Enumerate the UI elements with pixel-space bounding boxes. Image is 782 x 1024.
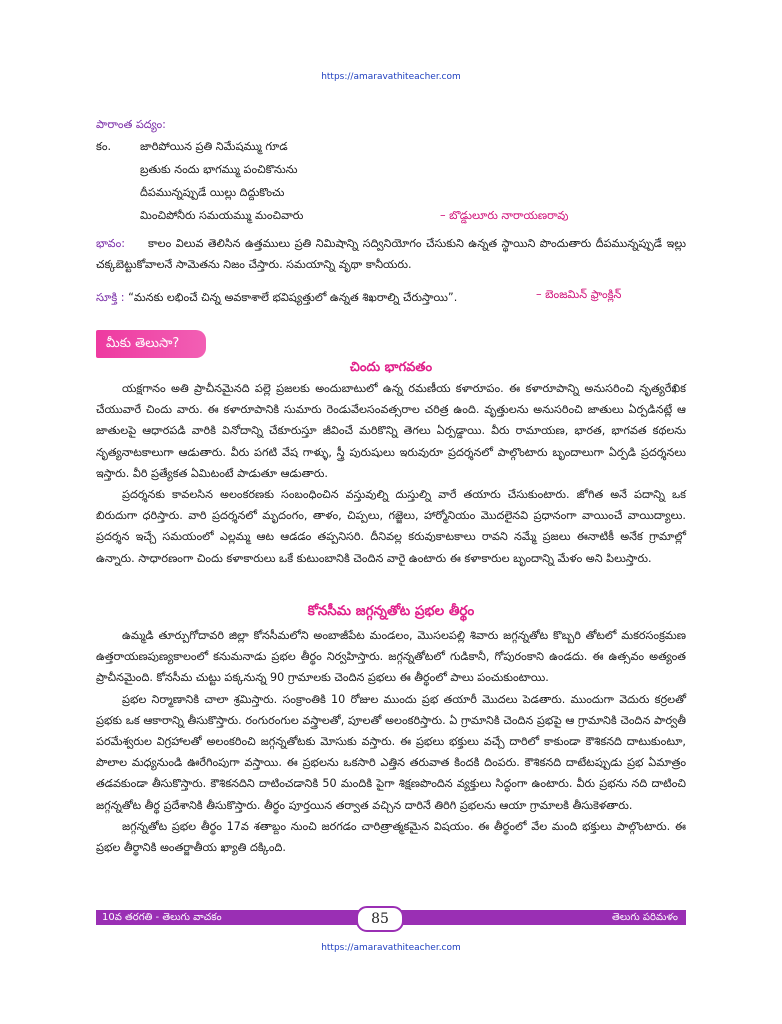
poem-prefix: కం. (96, 140, 112, 153)
poem-line-4: మించిపోనీరు సమయమ్ము మంచివారు (140, 209, 304, 222)
quote-label: సూక్తి : (96, 291, 125, 304)
site-url-top[interactable]: https://amaravathiteacher.com (321, 72, 461, 82)
footer-series-title: తెలుగు పరిమళం (612, 912, 678, 923)
site-url-bottom[interactable]: https://amaravathiteacher.com (321, 943, 461, 953)
meaning-text: కాలం విలువ తెలిసిన ఉత్తములు ప్రతి నిమిషాన్ని సద్వినియోగం చేసుకుని ఉన్నత స్థాయిని పొందుతారు దీపమున్నప్పుడే ఇల్లు చక్కబెట్టుకోవాలనే సామెతను నిజం చేస్తారు. సమయాన్ని వృథా కానీయరు. (96, 237, 687, 272)
section1-title: చిందు భాగవతం (349, 360, 433, 375)
meaning-block (96, 233, 686, 275)
poem-line-2: బ్రతుకు నందు భాగమ్ము పంచికొనును (140, 163, 298, 176)
section1-paragraph-1: యక్షగానం అతి ప్రాచీనమైనది పల్లె ప్రజలకు అందుబాటులో ఉన్న రమణీయ కళారూపం. ఈ కళారూపాన్ని అనుసరించి నృత్యరేఖిక చేయువారే చిందు వారు. ఈ కళారూపానికి సుమారు రెండువేలసంవత్సరాల చరిత్ర ఉంది. వృత్తులను అనుసరించి జాతులు ఏర్పడినట్లే ఆ జాతులపై ఆధారపడి వారికి వినోదాన్ని చేకూరుస్తూ జీవించే మరికొన్ని తెగలు ఏర్పడ్డాయి. వీరు రామాయణ, భారత, భాగవత కథలను నృత్యనాటకాలుగా ఆడుతారు. వీరు పగటి వేష గాళ్ళు, స్త్రీ పురుషులు ఇరువురూ ప్రదర్శనలో పాల్గొంటారు బృందాలుగా ఏర్పడి ప్రదర్శనలు ఇస్తారు. వీరి ప్రత్యేకత ఏమిటంటే పాడుతూ ఆడుతారు. (96, 382, 686, 480)
did-you-know-banner: మీకు తెలుసా? (96, 330, 206, 358)
poem-heading: పారాంత పద్యం: (96, 118, 166, 131)
footer-book-title: 10వ తరగతి - తెలుగు వాచకం (102, 912, 222, 923)
poem-author: – బొడ్డులూరు నారాయణరావు (440, 209, 569, 222)
meaning-label: భావం: (96, 237, 126, 250)
poem-line-3: దీపమున్నప్పుడే యిల్లు దిద్దుకొంచు (140, 186, 285, 199)
page-number: 85 (356, 906, 404, 932)
section2-paragraph-3: జగ్గన్నతోట ప్రభల తీర్థం 17వ శతాబ్దం నుంచి జరగడం చారిత్రాత్మకమైన విషయం. ఈ తీర్థంలో వేల మంది భక్తులు పాల్గొంటారు. ఈ ప్రభల తీర్థానికి అంతర్జాతీయ ఖ్యాతి దక్కింది. (96, 819, 686, 855)
poem-line-1: జారిపోయిన ప్రతి నిమేషమ్ము గూడ (140, 140, 288, 153)
quote-text: “మనకు లభించే చిన్న అవకాశాలే భవిష్యత్తులో ఉన్నత శిఖరాల్ని చేరుస్తాయి”. (128, 291, 458, 304)
section2-paragraph-1: ఉమ్మడి తూర్పుగోదావరి జిల్లా కోనసీమలోని అంబాజీపేట మండలం, మొసలపల్లి శివారు జగ్గన్నతోట కొబ్బరి తోటలో మకరసంక్రమణ ఉత్తరాయణపుణ్యకాలంలో కనుమనాడు ప్రభల తీర్థం నిర్వహిస్తారు. జగ్గన్నతోటలో గుడికానీ, గోపురంకాని ఉండదు. ఈ ఉత్సవం అత్యంత ప్రాచీనమైంది. కోనసీమ చుట్టు పక్కనున్న 90 గ్రామాలకు చెందిన ప్రభలు ఈ తీర్థంలో పాలు పంచుకుంటాయి. (96, 629, 687, 685)
section2-title: కోనసీమ జగ్గన్నతోట ప్రభల తీర్థం (307, 603, 475, 619)
section1-paragraph-2: ప్రదర్శనకు కావలసిన అలంకరణకు సంబంధించిన వస్తువుల్ని దుస్తుల్ని వారే తయారు చేసుకుంటారు. జోగిత అనే పదాన్ని ఒక బిరుదుగా ధరిస్తారు. వారి ప్రదర్శనలో మృదంగం, తాళం, చిప్పలు, గజ్జెలు, హార్మోనియం మొదలైనవి ప్రధానంగా వాయించే వాయిద్యాలు. ప్రదర్శన ఇచ్చే సమయంలో ఎల్లమ్మ ఆట ఆడడం తప్పనిసరి. దీనివల్ల కరువుకాటకాలు రావని నమ్మే ప్రజలు ఈనాటికీ అనేక గ్రామాల్లో ఉన్నారు. సాధారణంగా చిందు కళాకారులు ఒకే కుటుంబానికి చెందిన వారై ఉంటారు ఈ కళాకారుల బృందాన్ని మేళం అని పిలుస్తారు. (96, 488, 686, 565)
quote-author: – బెంజమిన్ ఫ్రాంక్లిన్ (536, 288, 622, 301)
section2-paragraph-2: ప్రభల నిర్మాణానికి చాలా శ్రమిస్తారు. సంక్రాంతికి 10 రోజుల ముందు ప్రభ తయారీ మొదలు పెడతారు. ముందుగా వెదురు కర్రలతో ప్రభకు ఒక ఆకారాన్ని తీసుకొస్తారు. రంగురంగుల వస్త్రాలతో, పూలతో అలంకరిస్తారు. ఏ గ్రామానికి చెందిన ప్రభపై ఆ గ్రామానికి చెందిన పార్వతీ పరమేశ్వరుల విగ్రహాలతో అలంకరించి జగ్గన్నతోటకు మోసుకు వస్తారు. ఈ ప్రభలు భక్తులు వచ్చే దారిలో కాకుండా కౌశికనది దాటుకుంటూ, పొలాల మధ్యనుండి ఊరేగింపుగా వస్తాయి. ఈ ప్రభలను ఒకసారి ఎత్తిన తరువాత కిందకి దింపరు. కౌశికనది దాటేటప్పుడు ప్రభ ఏమాత్రం తడవకుండా తీసుకొస్తారు. కౌశికనదిని దాటించడానికి 50 మందికి పైగా శిక్షణపొందిన వ్యక్తులు సిద్ధంగా ఉంటారు. వీరు ప్రభను నది దాటించి జగ్గన్నతోట తీర్థ ప్రదేశానికి తీసుకొస్తారు. తీర్థం పూర్తయిన తర్వాత వచ్చిన దారినే తిరిగి ప్రభలను ఆయా గ్రామాలకి తీసుకెళతారు. (96, 692, 686, 812)
